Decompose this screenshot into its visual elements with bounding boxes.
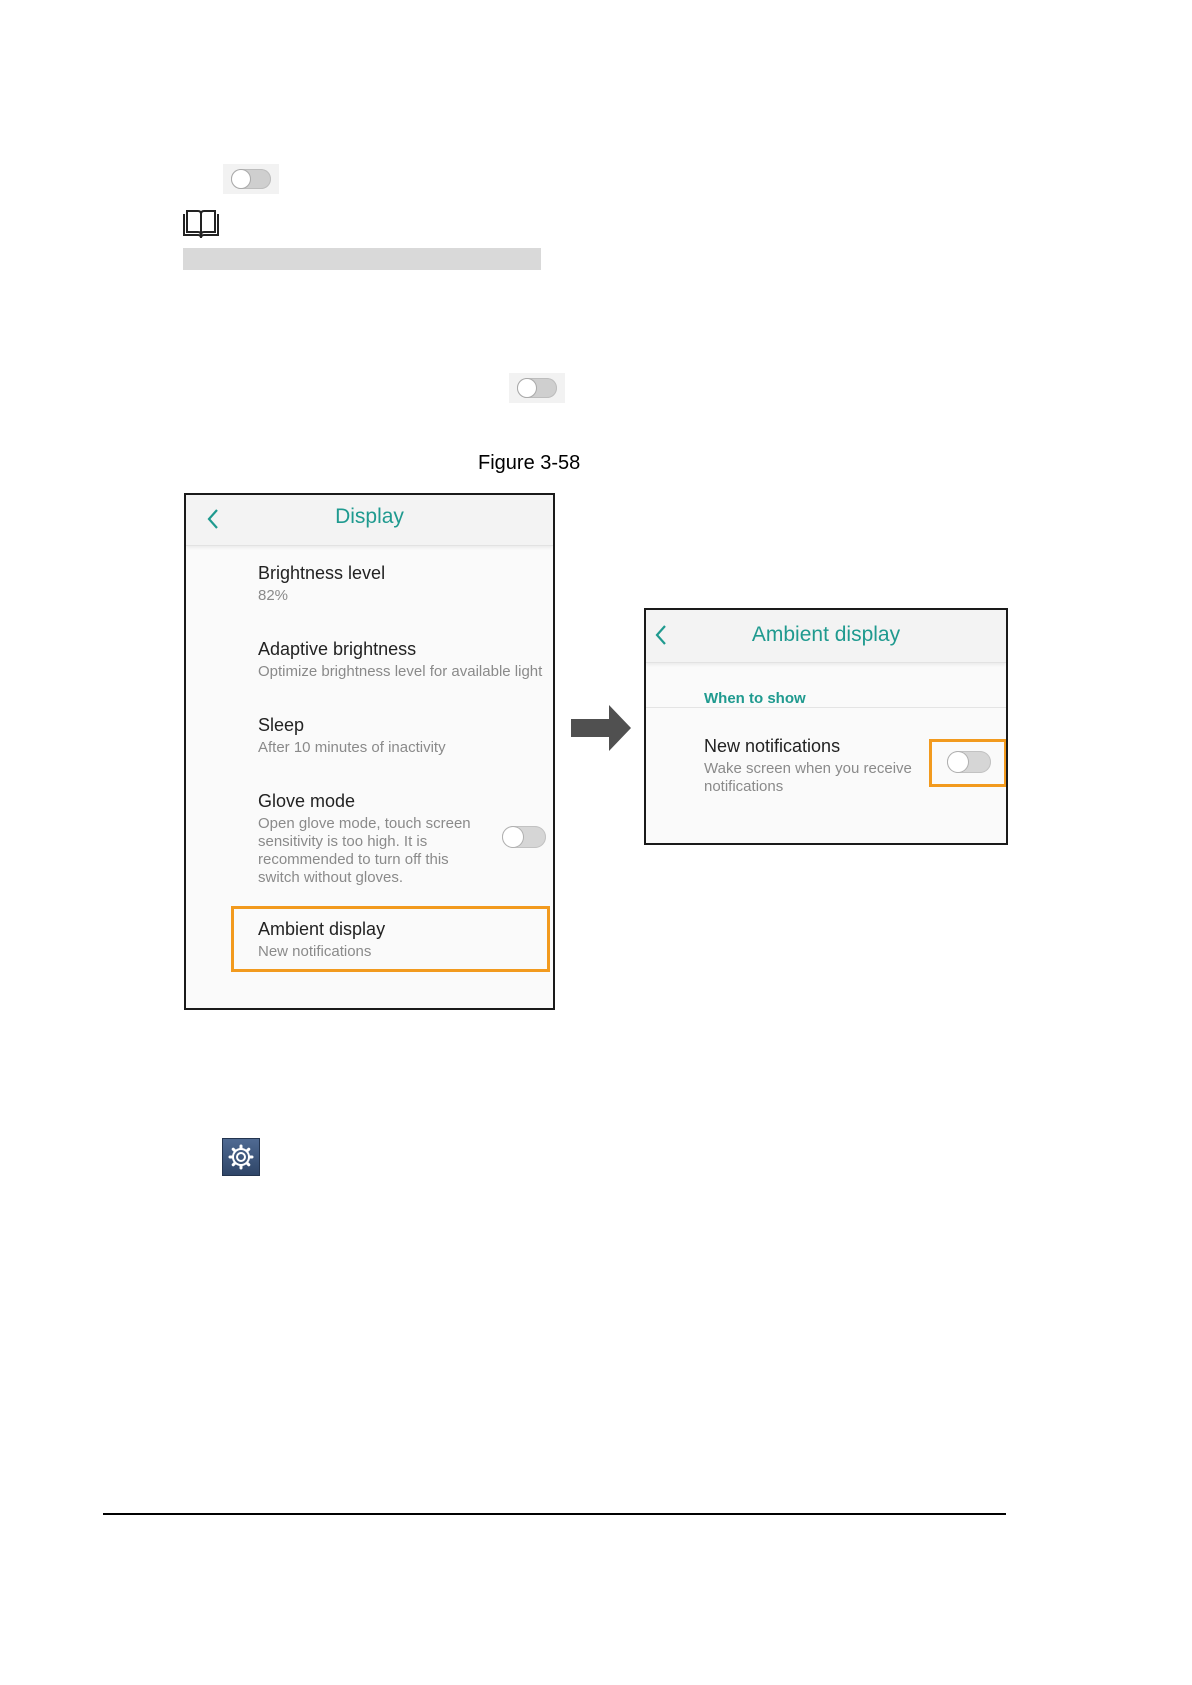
right-arrow-icon (571, 703, 633, 753)
item-subtitle-line: recommended to turn off this (258, 851, 449, 868)
new-notifications-item[interactable] (704, 736, 912, 796)
item-subtitle: Optimize brightness level for available light (258, 663, 543, 680)
display-app-bar (186, 495, 553, 546)
brightness-level-item[interactable] (258, 563, 385, 605)
toggle-off-icon (509, 373, 565, 403)
toggle-off-icon (223, 164, 279, 194)
section-header: When to show (704, 690, 806, 707)
item-subtitle-line: notifications (704, 778, 784, 795)
glove-mode-toggle[interactable] (502, 826, 546, 848)
glove-mode-item[interactable] (258, 791, 471, 887)
footer-rule (103, 1513, 1006, 1515)
book-note-icon (181, 208, 221, 240)
item-subtitle-line: switch without gloves. (258, 869, 404, 886)
settings-gear-icon (222, 1138, 260, 1176)
item-subtitle-line: sensitivity is too high. It is (258, 833, 428, 850)
item-title: New notifications (704, 736, 841, 756)
item-subtitle: After 10 minutes of inactivity (258, 739, 446, 756)
new-notifications-toggle[interactable] (947, 751, 991, 773)
section-divider (646, 707, 1006, 708)
item-title: Brightness level (258, 563, 386, 583)
ambient-display-screenshot (644, 608, 1008, 845)
sleep-item[interactable] (258, 715, 446, 757)
item-subtitle: New notifications (258, 943, 372, 960)
display-title: Display (335, 505, 404, 528)
item-subtitle-line: Wake screen when you receive (704, 760, 912, 777)
ambient-title: Ambient display (751, 623, 901, 646)
note-text-placeholder (183, 248, 541, 270)
figure-caption: Figure 3-58 (478, 452, 581, 474)
item-title: Adaptive brightness (258, 639, 417, 659)
item-subtitle-line: Open glove mode, touch screen (258, 815, 471, 832)
item-title: Sleep (258, 715, 305, 735)
item-title: Ambient display (258, 919, 386, 939)
item-title: Glove mode (258, 791, 356, 811)
ambient-app-bar (646, 610, 1006, 663)
display-screenshot (184, 493, 555, 1010)
ambient-display-item[interactable] (258, 919, 385, 961)
adaptive-brightness-item[interactable] (258, 639, 542, 681)
item-subtitle: 82% (258, 587, 289, 604)
